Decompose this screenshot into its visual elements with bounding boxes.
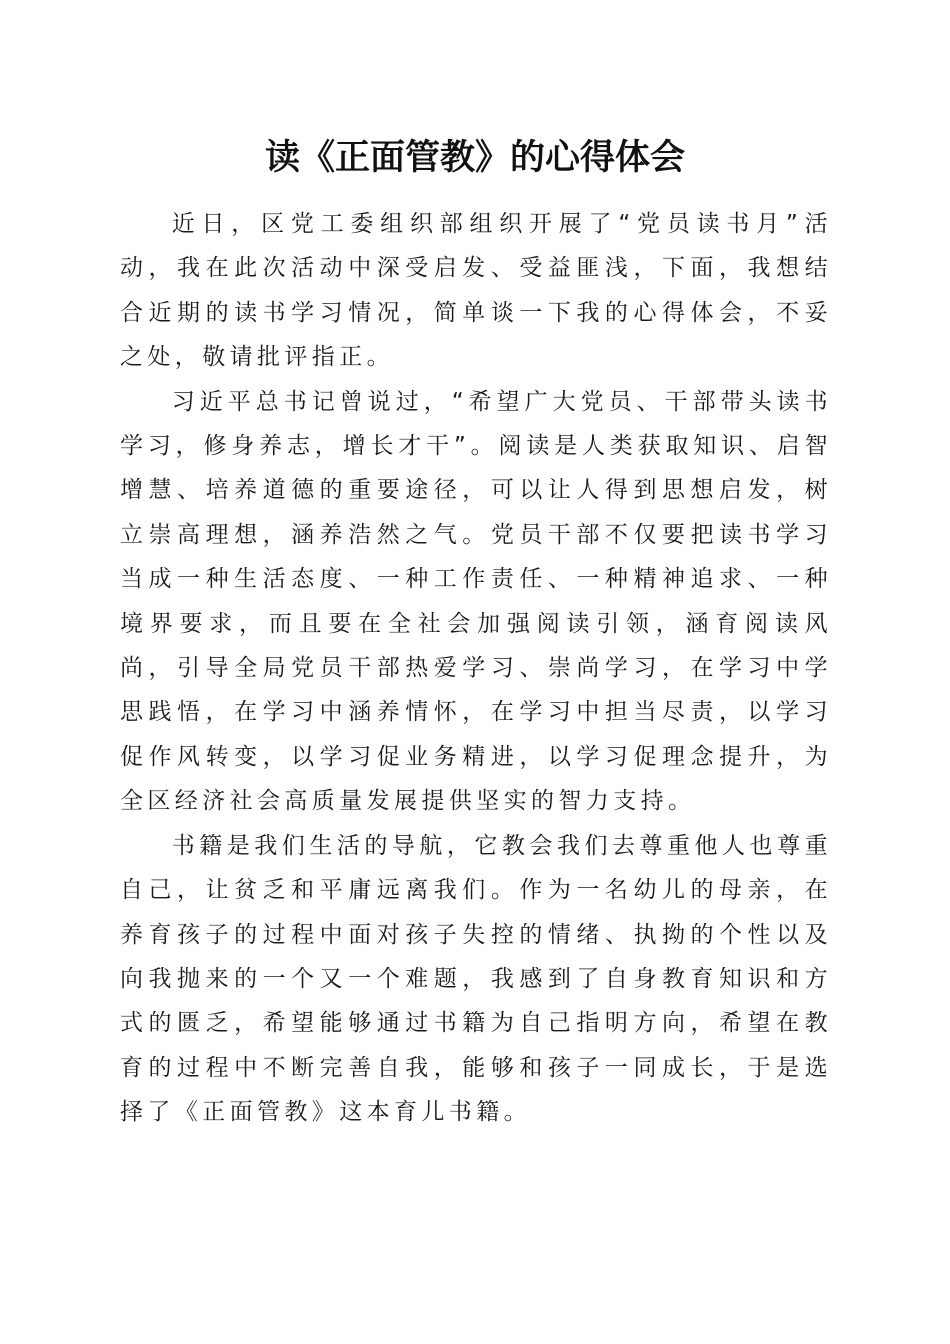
paragraph-3: 书籍是我们生活的导航，它教会我们去尊重他人也尊重自己，让贫乏和平庸远离我们。作为一名幼儿的母亲，在养育孩子的过程中面对孩子失控的情绪、执拗的个性以及向我抛来的一个又一个难题，我感到了自身教育知识和方式的匮乏，希望能够通过书籍为自己指明方向，希望在教育的过程中不断完善自我，能够和孩子一同成长，于是选择了《正面管教》这本育儿书籍。: [120, 832, 832, 1126]
document-body: [120, 202, 832, 1135]
paragraph-1: 近日，区党工委组织部组织开展了“党员读书月”活动，我在此次活动中深受启发、受益匪浅，下面，我想结合近期的读书学习情况，简单谈一下我的心得体会，不妥之处，敬请批评指正。: [120, 211, 832, 371]
document-title: 读《正面管教》的心得体会: [264, 137, 685, 178]
paragraph-2: 习近平总书记曾说过，“希望广大党员、干部带头读书学习，修身养志，增长才干”。阅读是人类获取知识、启智增慧、培养道德的重要途径，可以让人得到思想启发，树立崇高理想，涵养浩然之气。党员干部不仅要把读书学习当成一种生活态度、一种工作责任、一种精神追求、一种境界要求，而且要在全社会加强阅读引领，涵育阅读风尚，引导全局党员干部热爱学习、崇尚学习，在学习中学思践悟，在学习中涵养情怀，在学习中担当尽责，以学习促作风转变，以学习促业务精进，以学习促理念提升，为全区经济社会高质量发展提供坚实的智力支持。: [120, 388, 832, 815]
